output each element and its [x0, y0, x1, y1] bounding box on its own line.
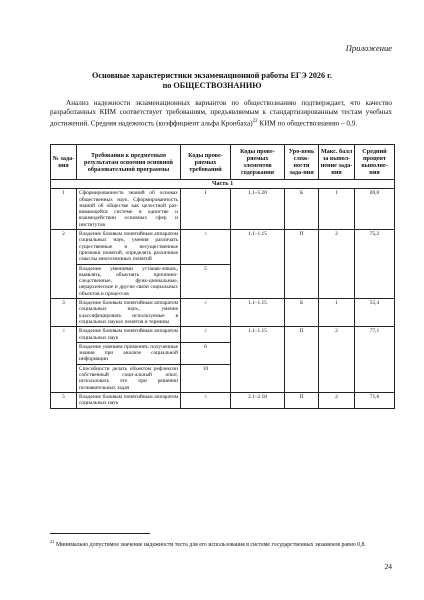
max-score: 1 — [319, 189, 355, 230]
avg-percent: 77,1 — [355, 327, 395, 393]
element-code: 1.1–5.20 — [231, 189, 285, 230]
requirement-text: Владение умениями устанав-ливать, выявлять, объяснять причинно-следственные, функ-циональные, иерархические и другие связи социальных объектов и процессов — [77, 264, 181, 298]
avg-percent: 75,2 — [355, 230, 395, 299]
title-line-1: Основные характеристики экзаменационной работы ЕГЭ 2026 г. — [91, 71, 333, 80]
header-level: Уро-вень слож-ности зада-ния — [285, 145, 319, 180]
header-max-score: Макс. балл за выпол-нение зада-ния — [319, 145, 355, 180]
task-number: 1 — [51, 189, 77, 230]
header-avg-percent: Средний процент выполне-ния — [355, 145, 395, 180]
table-header-row — [51, 145, 395, 180]
requirement-text: Сформированность знаний об основах общественных наук. Сформированность знаний об обществе как целостной раз-вивающейся системе в единстве и взаимодействии основных сфер и институтов — [77, 189, 181, 230]
page-title — [0, 71, 424, 91]
avg-percent: 71,6 — [355, 392, 395, 408]
part-label: Часть 1 — [51, 180, 395, 189]
header-element-codes: Коды прове-ряемых элементов содержания — [231, 145, 285, 180]
task-number: 3 — [51, 299, 77, 327]
part-row — [51, 180, 395, 189]
element-code: 1.1–1.15 — [231, 230, 285, 299]
requirement-code: 4 — [181, 327, 231, 343]
difficulty-level: Б — [285, 189, 319, 230]
element-code: 1.1–1.15 — [231, 299, 285, 327]
table-row — [51, 299, 395, 327]
max-score: 2 — [319, 327, 355, 393]
table-row — [51, 189, 395, 230]
max-score: 2 — [319, 392, 355, 408]
table-row — [51, 392, 395, 408]
avg-percent: 55,4 — [355, 299, 395, 327]
max-score: 1 — [319, 299, 355, 327]
requirement-text: Владение умением применять полученные знания при анализе социальной информации — [77, 342, 181, 364]
table-row — [51, 230, 395, 264]
header-req-codes: Коды прове-ряемых требований — [181, 145, 231, 180]
element-code: 2.1–2.18 — [231, 392, 285, 408]
requirement-code: 4 — [181, 299, 231, 327]
requirement-code: 6 — [181, 342, 231, 364]
avg-percent: 69,0 — [355, 189, 395, 230]
requirement-code: 1 — [181, 189, 231, 230]
table-row — [51, 327, 395, 343]
intro-text-end: КИМ по обществознанию – 0,9. — [257, 119, 358, 128]
header-requirements: Требования к предметным результатам освоения основной образовательной программы — [77, 145, 181, 180]
requirement-code: 5 — [181, 264, 231, 298]
title-line-2: по ОБЩЕСТВОЗНАНИЮ — [162, 81, 262, 90]
requirement-text: Владение базовым понятийным аппаратом социальных наук — [77, 392, 181, 408]
max-score: 2 — [319, 230, 355, 299]
intro-text: Анализ надежности экзаменационных вариантов по обществознанию подтверждает, что качество разработанных КИМ соответствует требованиям, предъявляемым к стандартизированным тестам учебных достижений. Средняя надежность (коэффициент альфа Кронбаха) — [50, 99, 392, 128]
requirement-text: Владение базовым понятийным аппаратом социальных наук — [77, 327, 181, 343]
difficulty-level: П — [285, 392, 319, 408]
intro-footnote-ref: 22 — [252, 119, 258, 125]
task-number: 5 — [51, 392, 77, 408]
difficulty-level: Б — [285, 299, 319, 327]
footnote-divider — [50, 533, 150, 534]
page-number: 24 — [384, 562, 392, 571]
intro-paragraph — [50, 99, 392, 129]
difficulty-level: П — [285, 230, 319, 299]
header-number: № зада-ния — [51, 145, 77, 180]
element-code: 1.1–1.15 — [231, 327, 285, 393]
requirement-code: 4 — [181, 392, 231, 408]
footnote — [50, 538, 392, 549]
exam-table — [50, 144, 395, 409]
requirement-text: Способности делать объектом рефлексии собственный соци-альный опыт, использовать его при решении познавательных задач — [77, 364, 181, 392]
task-number: 4 — [51, 327, 77, 393]
requirement-code: 10 — [181, 364, 231, 392]
task-number: 2 — [51, 230, 77, 299]
requirement-text: Владение базовым понятийным аппаратом социальных наук., умение классифицировать используемые в социальных науках понятия и термины — [77, 299, 181, 327]
footnote-marker: 22 — [50, 539, 55, 544]
requirement-code: 4 — [181, 230, 231, 264]
appendix-label: Приложение — [345, 43, 392, 53]
footnote-text: Минимально допустимое значение надежности теста для его использования в системе государственных экзаменов равно 0,8. — [54, 541, 366, 548]
requirement-text: Владение базовым понятийным аппаратом социальных наук, умения различать существенные и несущественные признаки понятий, определять различные смыслы многозначных понятий — [77, 230, 181, 264]
difficulty-level: П — [285, 327, 319, 393]
